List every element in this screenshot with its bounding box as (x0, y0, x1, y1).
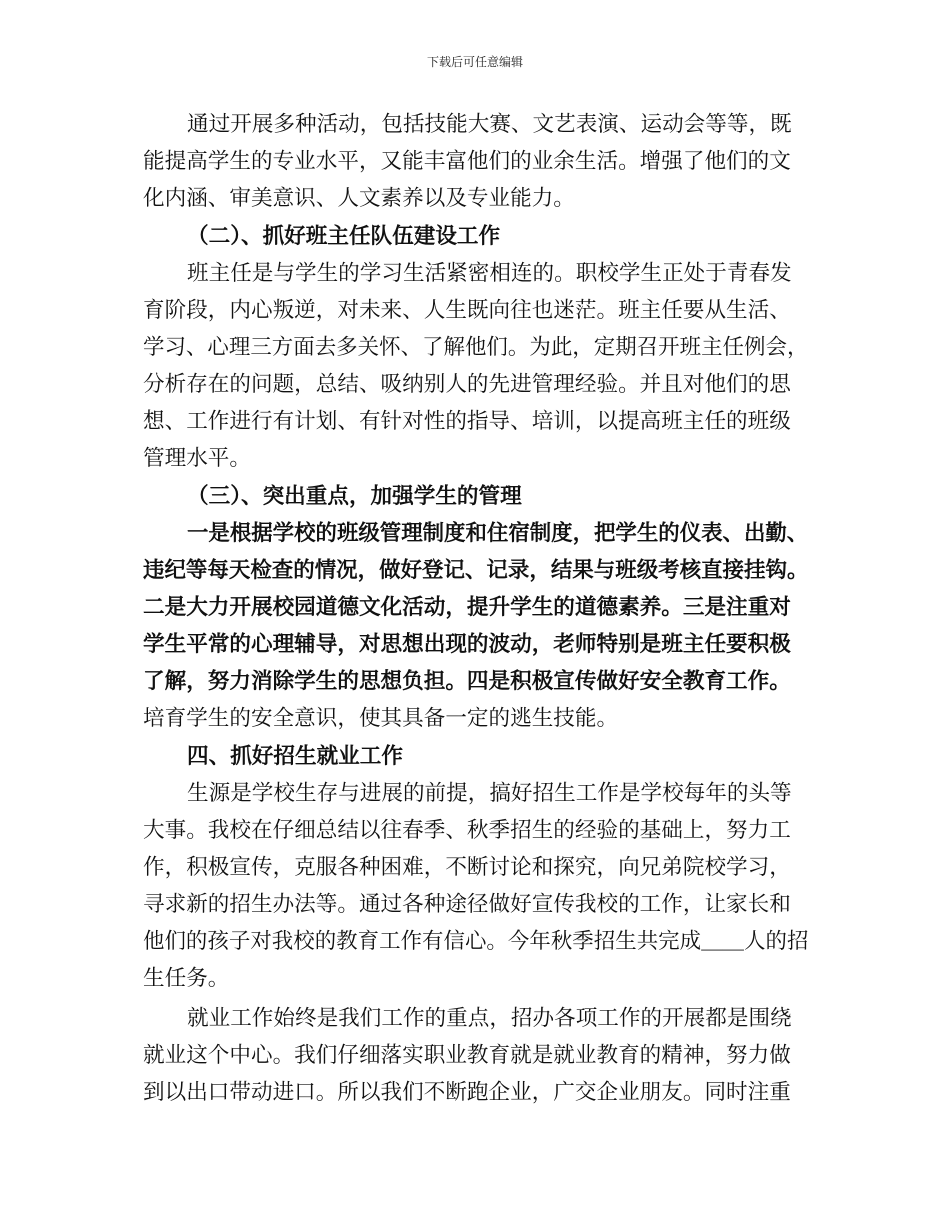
text-line: 生源是学校生存与进展的前提，搞好招生工作是学校每年的头等 (187, 781, 792, 806)
section-heading: （二）、抓好班主任队伍建设工作 (187, 224, 501, 249)
text-line: 二是大力开展校园道德文化活动，提升学生的道德素养。三是注重对 (143, 595, 791, 620)
text-line: 能提高学生的专业水平，又能丰富他们的业余生活。增强了他们的文 (143, 149, 791, 174)
text-line: 班主任是与学生的学习生活紧密相连的。职校学生正处于青春发 (187, 261, 792, 286)
text-line: 通过开展多种活动，包括技能大赛、文艺表演、运动会等等，既 (187, 112, 792, 137)
text-line: 一是根据学校的班级管理制度和住宿制度，把学生的仪表、出勤、 (187, 521, 809, 546)
text-line: 就业工作始终是我们工作的重点，招办各项工作的开展都是围绕 (187, 1006, 792, 1031)
text-line: 到以出口带动进口。所以我们不断跑企业，广交企业朋友。同时注重 (143, 1080, 791, 1105)
text-line: 培育学生的安全意识，使其具备一定的逃生技能。 (143, 706, 619, 731)
text-line: 分析存在的问题，总结、吸纳别人的先进管理经验。并且对他们的思 (143, 372, 791, 397)
section-heading: 四、抓好招生就业工作 (187, 744, 403, 769)
text-line: 学习、心理三方面去多关怀、了解他们。为此，定期召开班主任例会， (143, 335, 809, 360)
page-header: 下载后可任意编辑 (426, 55, 523, 69)
text-line: 寻求新的招生办法等。通过各种途径做好宣传我校的工作，让家长和 (143, 892, 791, 917)
text-line: 管理水平。 (143, 446, 251, 471)
text-line: 作，积极宣传，克服各种困难，不断讨论和探究，向兄弟院校学习， (143, 855, 791, 880)
text-line: 育阶段，内心叛逆，对未来、人生既向往也迷茫。班主任要从生活、 (143, 298, 791, 323)
text-line: 他们的孩子对我校的教育工作有信心。今年秋季招生共完成＿＿人的招 (143, 929, 809, 954)
section-heading: （三）、突出重点，加强学生的管理 (187, 484, 522, 509)
text-line: 违纪等每天检查的情况，做好登记、记录，结果与班级考核直接挂钩。 (143, 558, 809, 583)
text-line: 化内涵、审美意识、人文素养以及专业能力。 (143, 186, 575, 211)
text-line: 生任务。 (143, 966, 230, 991)
text-line: 了解，努力消除学生的思想负担。四是积极宣传做好安全教育工作。 (143, 669, 791, 694)
text-line: 学生平常的心理辅导，对思想出现的波动，老师特别是班主任要积极 (143, 632, 791, 657)
text-line: 想、工作进行有计划、有针对性的指导、培训，以提高班主任的班级 (143, 409, 791, 434)
text-line: 就业这个中心。我们仔细落实职业教育就是就业教育的精神，努力做 (143, 1043, 791, 1068)
text-line: 大事。我校在仔细总结以往春季、秋季招生的经验的基础上，努力工 (143, 818, 791, 843)
